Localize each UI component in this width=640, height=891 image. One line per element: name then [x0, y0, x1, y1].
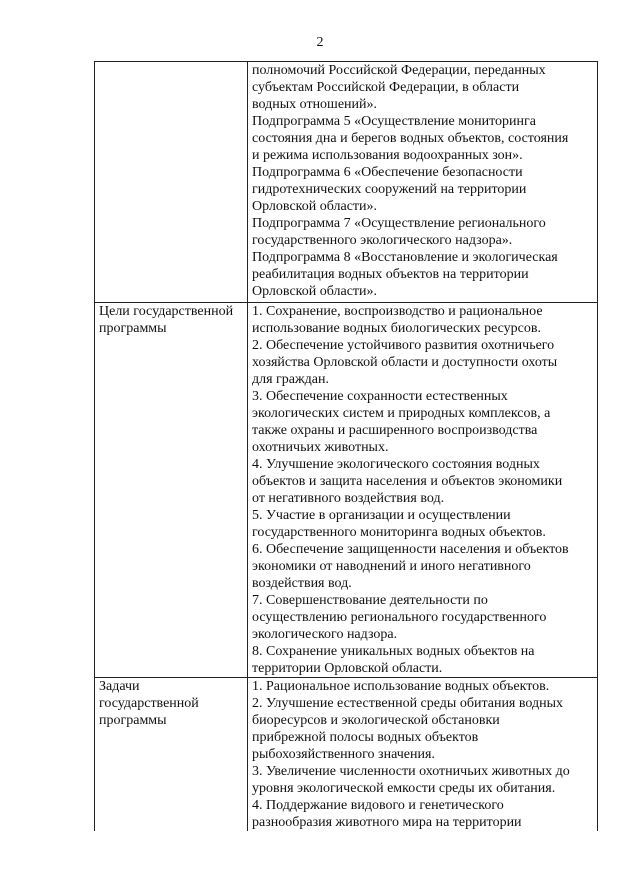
- content-line: прибрежной полосы водных объектов: [252, 730, 479, 745]
- content-line: 2. Улучшение естественной среды обитания водных: [252, 696, 564, 711]
- content-line: охотничьих животных.: [252, 440, 389, 455]
- content-line: рыбохозяйственного значения.: [252, 747, 435, 762]
- content-line: 4. Поддержание видового и генетического: [252, 798, 504, 813]
- content-line: 3. Увеличение численности охотничьих животных до: [252, 764, 570, 779]
- content-line: для граждан.: [252, 372, 330, 387]
- content-line: 5. Участие в организации и осуществлении: [252, 508, 511, 523]
- content-line: водных отношений».: [252, 97, 378, 112]
- content-line: состояния дна и берегов водных объектов, состояния: [252, 131, 569, 146]
- content-line: биоресурсов и экологической обстановки: [252, 713, 500, 728]
- content-line: полномочий Российской Федерации, переданных: [252, 63, 546, 78]
- content-line: осуществлению регионального государственного: [252, 610, 547, 625]
- content-line: объектов и защита населения и объектов экономики: [252, 474, 563, 489]
- content-line: Подпрограмма 6 «Обеспечение безопасности: [252, 165, 523, 180]
- table-row-tasks: [95, 678, 598, 832]
- goals-label-cell: [95, 303, 248, 678]
- content-line: реабилитация водных объектов на территории: [252, 267, 529, 282]
- content-line: государственного экологического надзора».: [252, 233, 513, 248]
- content-line: 7. Совершенствование деятельности по: [252, 593, 488, 608]
- content-line: использование водных биологических ресурсов.: [252, 321, 541, 336]
- tasks-label-cell: [95, 678, 248, 832]
- program-passport-table: [94, 61, 598, 831]
- tasks-label-line: Задачи: [99, 679, 140, 694]
- content-line: 8. Сохранение уникальных водных объектов на: [252, 644, 535, 659]
- content-line: 4. Улучшение экологического состояния водных: [252, 457, 540, 472]
- content-line: экономики от наводнений и иного негативного: [252, 559, 531, 574]
- content-line: государственного мониторинга водных объектов.: [252, 525, 546, 540]
- content-line: 3. Обеспечение сохранности естественных: [252, 389, 508, 404]
- content-line: Орловской области».: [252, 284, 378, 299]
- content-line: 1. Рациональное использование водных объектов.: [252, 679, 550, 694]
- continuation-label-cell: [95, 62, 248, 303]
- content-line: гидротехнических сооружений на территории: [252, 182, 527, 197]
- content-line: воздействия вод.: [252, 576, 352, 591]
- table-row-goals: [95, 303, 598, 678]
- table-row-continuation: [95, 62, 598, 303]
- content-line: 1. Сохранение, воспроизводство и рациональное: [252, 304, 543, 319]
- tasks-content-cell: [248, 678, 598, 832]
- content-line: уровня экологической емкости среды их обитания.: [252, 781, 556, 796]
- continuation-content-cell: [248, 62, 598, 303]
- content-line: также охраны и расширенного воспроизводства: [252, 423, 538, 438]
- content-line: 6. Обеспечение защищенности населения и объектов: [252, 542, 569, 557]
- content-line: и режима использования водоохранных зон».: [252, 148, 523, 163]
- content-line: Подпрограмма 5 «Осуществление мониторинга: [252, 114, 536, 129]
- page-number: 2: [316, 35, 324, 50]
- content-line: от негативного воздействия вод.: [252, 491, 445, 506]
- content-line: Подпрограмма 7 «Осуществление регионального: [252, 216, 546, 231]
- goals-content-cell: [248, 303, 598, 678]
- content-line: субъектам Российской Федерации, в области: [252, 80, 520, 95]
- content-line: Орловской области».: [252, 199, 378, 214]
- content-line: территории Орловской области.: [252, 661, 443, 676]
- content-line: 2. Обеспечение устойчивого развития охотничьего: [252, 338, 555, 353]
- content-line: хозяйства Орловской области и доступности охоты: [252, 355, 558, 370]
- content-line: Подпрограмма 8 «Восстановление и экологическая: [252, 250, 558, 265]
- content-line: экологического надзора.: [252, 627, 398, 642]
- tasks-label-line: программы: [99, 713, 167, 728]
- tasks-label-line: государственной: [99, 696, 199, 711]
- goals-label-line: Цели государственной: [99, 304, 234, 319]
- content-line: разнообразия животного мира на территории: [252, 815, 522, 830]
- content-line: экологических систем и природных комплексов, а: [252, 406, 551, 421]
- goals-label-line: программы: [99, 321, 167, 336]
